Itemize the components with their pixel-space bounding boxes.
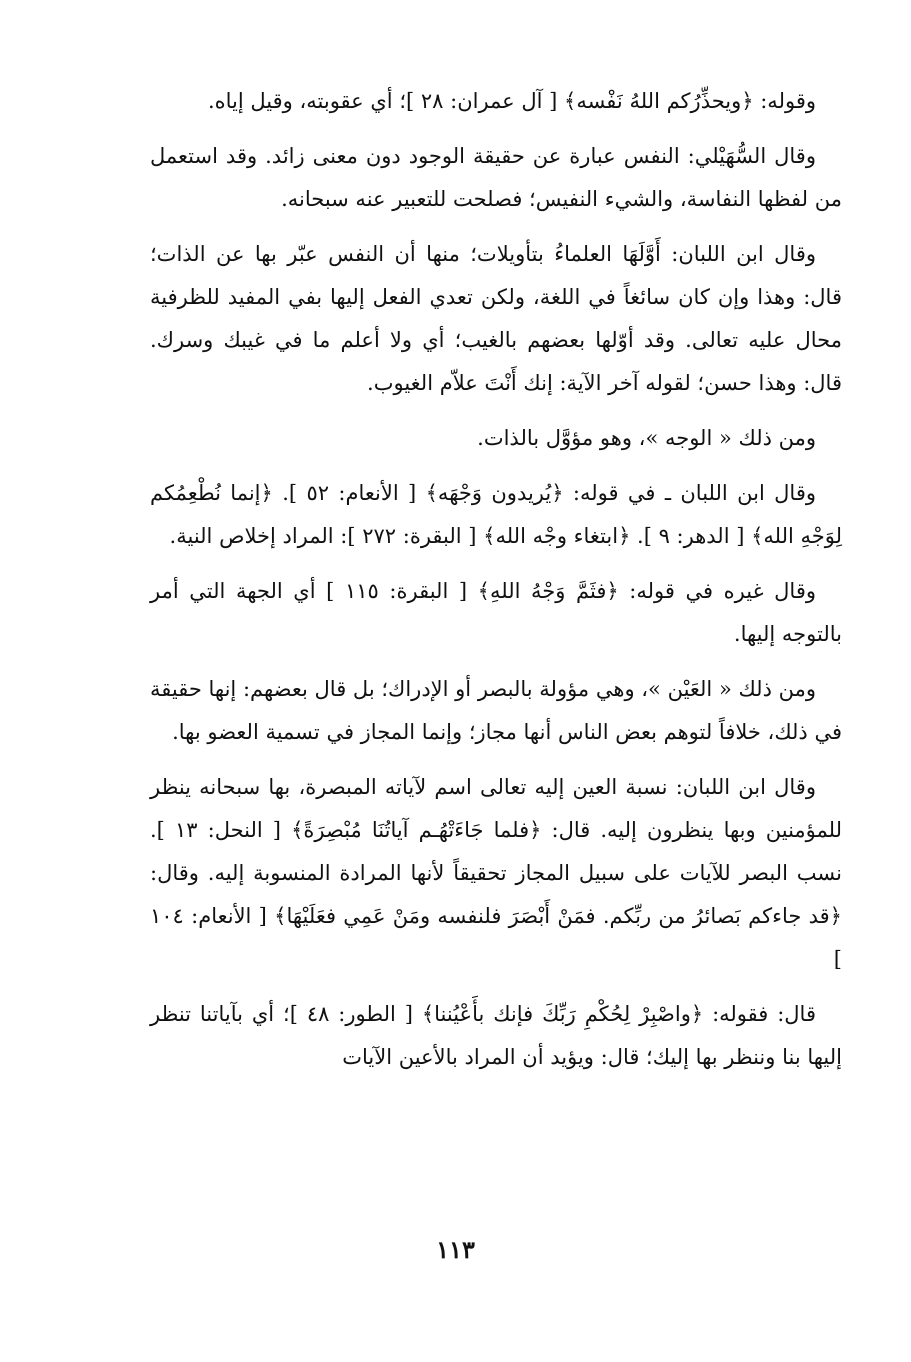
paragraph-suhayli: وقال السُّهَيْلي: النفس عبارة عن حقيقة الوجود دون معنى زائد. وقد استعمل من لفظها النفاسة، والشيء النفيس؛ فصلحت للتعبير عنه سبحانه.: [150, 144, 842, 211]
paragraph-nafs-verse: وقوله: ﴿ويحذِّرُكم اللهُ نَفْسه﴾ [ آل عمران: ٢٨ ]؛ أي عقوبته، وقيل إياه.: [207, 89, 816, 113]
page-body: [150, 80, 842, 1087]
paragraph-sabr-verse: قال: فقوله: ﴿واصْبِرْ لِحُكْمِ رَبِّكَ فإنك بأَعْيُننا﴾ [ الطور: ٤٨ ]؛ أي بآياتنا تنظر إليها بنا وننظر بها إليك؛ قال: ويؤيد أن المراد بالأعين الآيات: [150, 1002, 842, 1069]
paragraph-ayn: ومن ذلك « العَيْن »، وهي مؤولة بالبصر أو الإدراك؛ بل قال بعضهم: إنها حقيقة في ذلك، خلافاً لتوهم بعض الناس أنها مجاز؛ وإنما المجاز في تسمية العضو بها.: [150, 677, 842, 744]
paragraph-ibn-allaban-nafs: وقال ابن اللبان: أَوَّلَهَا العلماءُ بتأويلات؛ منها أن النفس عبّر بها عن الذات؛ قال: وهذا وإن كان سائغاً في اللغة، ولكن تعدي الفعل إليها بفي المفيد للظرفية محال عليه تعالى. وقد أوّلها بعضهم بالغيب؛ أي ولا أعلم ما في غيبك وسرك. قال: وهذا حسن؛ لقوله آخر الآية: إنك أَنْتَ علاّم الغيوب.: [150, 242, 842, 395]
paragraph-others-wajh: وقال غيره في قوله: ﴿فثَمَّ وَجْهُ اللهِ﴾ [ البقرة: ١١٥ ] أي الجهة التي أمر بالتوجه إليها.: [150, 579, 842, 646]
paragraph-wajh: ومن ذلك « الوجه »، وهو مؤوَّل بالذات.: [477, 426, 816, 450]
paragraph-ibn-allaban-wajh: وقال ابن اللبان ـ في قوله: ﴿يُريدون وَجْهَه﴾ [ الأنعام: ٥٢ ]. ﴿إنما نُطْعِمُكم لِوَجْهِ الله﴾ [ الدهر: ٩ ]. ﴿ابتغاء وجْه الله﴾ [ البقرة: ٢٧٢ ]: المراد إخلاص النية.: [150, 481, 842, 548]
page-number: ١١٣: [436, 1235, 475, 1264]
paragraph-ibn-allaban-ayn: وقال ابن اللبان: نسبة العين إليه تعالى اسم لآياته المبصرة، بها سبحانه ينظر للمؤمنين وبها ينظرون إليه. قال: ﴿فلما جَاءَتْهُـم آياتُنَا مُبْصِرَةً﴾ [ النحل: ١٣ ]. نسب البصر للآيات على سبيل المجاز تحقيقاً لأنها المرادة المنسوبة إليه. وقال: ﴿قد جاءكم بَصائرُ من ربِّكم. فمَنْ أَبْصَرَ فلنفسه ومَنْ عَمِي فعَلَيْهَا﴾ [ الأنعام: ١٠٤ ]: [150, 775, 843, 971]
